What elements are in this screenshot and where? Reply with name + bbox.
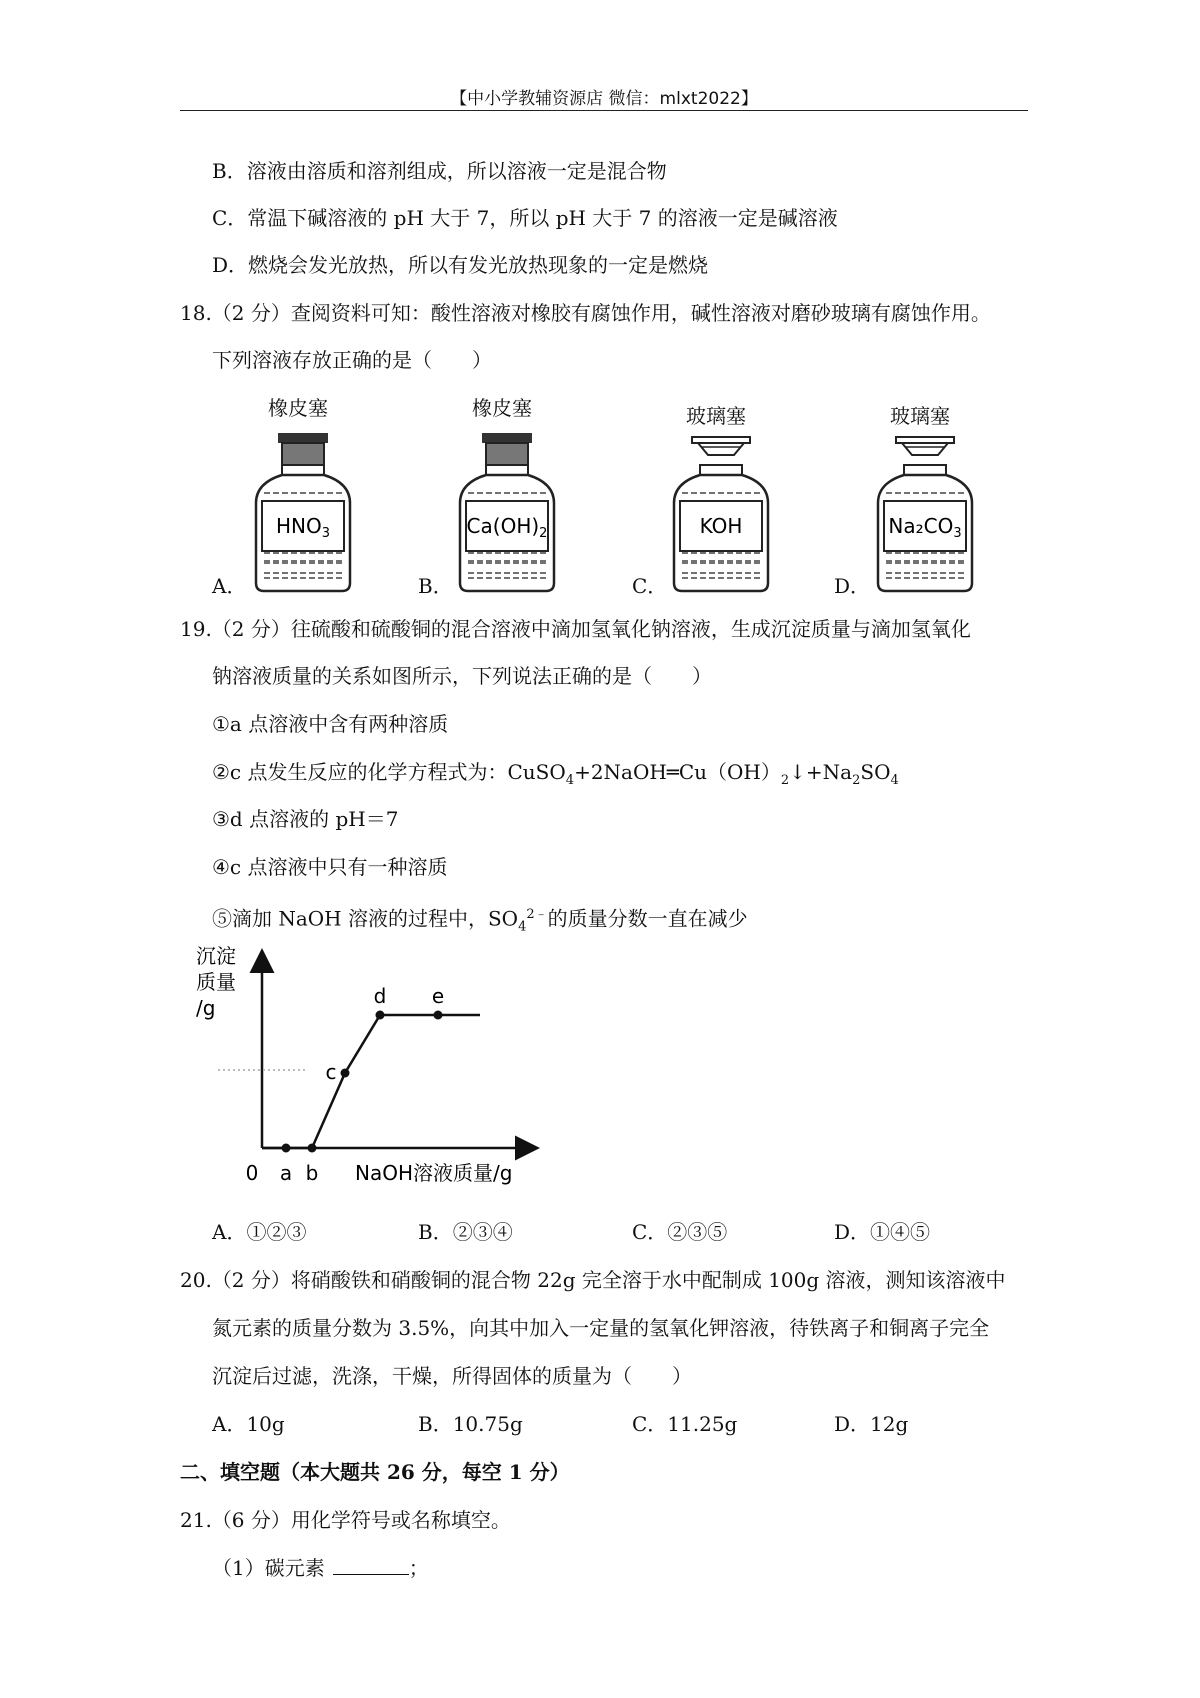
header-rule: [180, 110, 1028, 111]
stopper-type-label: 玻璃塞: [686, 404, 746, 428]
q17-option-c: C．常温下碱溶液的 pH 大于 7，所以 pH 大于 7 的溶液一定是碱溶液: [212, 206, 838, 230]
q20-option-a: A．10g: [212, 1412, 285, 1436]
bottle-neck: [700, 465, 742, 475]
chart-x-axis-label: NaOH溶液质量/g: [355, 1161, 513, 1185]
bottle-option-letter: A．: [212, 574, 247, 598]
glass-stopper-neck: [698, 443, 744, 455]
bottle-option-letter: C．: [632, 574, 668, 598]
q21-item-1: （1）碳元素 ；: [212, 1556, 429, 1580]
rubber-stopper-top: [482, 433, 532, 443]
chart-point-label-d: d: [373, 984, 387, 1008]
q19-statement-5: ⑤滴加 NaOH 溶液的过程中，$SO_4^{2﹣}$的质量分数一直在减少: [212, 906, 748, 935]
rubber-stopper-body: [282, 443, 324, 465]
q19-option-d: D．①④⑤: [834, 1220, 931, 1244]
reagent-bottle: [870, 425, 980, 595]
reagent-bottle: [248, 425, 358, 595]
q19-option-c: C．②③⑤: [632, 1220, 728, 1244]
stopper-type-label: 橡皮塞: [268, 396, 328, 420]
reagent-bottle: [666, 425, 776, 595]
q18-stem-line2: 下列溶液存放正确的是（ ）: [212, 348, 492, 372]
chart-point-label-e: e: [431, 984, 445, 1008]
chart-y-axis-label: [196, 944, 236, 1020]
bottle-option-letter: D．: [834, 574, 871, 598]
q19-stem-line1: 19.（2 分）往硫酸和硫酸铜的混合溶液中滴加氢氧化钠溶液，生成沉淀质量与滴加氢氧化: [180, 617, 971, 641]
bottle-neck: [486, 465, 528, 475]
q18-stem-line1: 18.（2 分）查阅资料可知：酸性溶液对橡胶有腐蚀作用，碱性溶液对磨砂玻璃有腐蚀作用。: [180, 301, 991, 325]
bottle-label-formula: $Na_2CO_3$: [888, 514, 962, 541]
q20-stem-line2: 氮元素的质量分数为 3.5%，向其中加入一定量的氢氧化钾溶液，待铁离子和铜离子完全: [212, 1316, 990, 1340]
chart-y-label-line: /g: [196, 996, 216, 1020]
chart-point-label-b: b: [305, 1161, 319, 1185]
q20-stem-line3: 沉淀后过滤，洗涤，干燥，所得固体的质量为（ ）: [212, 1364, 692, 1388]
chart-origin-label: 0: [245, 1161, 259, 1185]
q20-stem-line1: 20.（2 分）将硝酸铁和硝酸铜的混合物 22g 完全溶于水中配制成 100g 溶液，测知该溶液中: [180, 1268, 1006, 1292]
q20-option-c: C．11.25g: [632, 1412, 738, 1436]
page-header: 【中小学教辅资源店 微信：mlxt2022】: [450, 89, 758, 109]
chart-point-label-c: c: [325, 1060, 337, 1084]
chart-point-d: [376, 1011, 385, 1020]
q19-option-a: A．①②③: [212, 1220, 307, 1244]
chart-point-b: [308, 1144, 317, 1153]
q19-statement-1: ①a 点溶液中含有两种溶质: [212, 712, 449, 736]
q20-option-b: B．10.75g: [418, 1412, 523, 1436]
bottle-label-formula: $Ca(OH)_2$: [466, 514, 548, 541]
bottle-label-formula: $HNO_3$: [275, 514, 331, 541]
reagent-bottle: [452, 425, 562, 595]
q19-statement-2: ②c 点发生反应的化学方程式为：$CuSO_4+2NaOH═Cu(OH)_2↓+Na_2SO_4$: [212, 760, 899, 788]
bottle-option-letter: B．: [418, 574, 453, 598]
q19-statement-3: ③d 点溶液的 pH＝7: [212, 807, 399, 831]
chart-point-a: [282, 1144, 291, 1153]
chart-point-e: [434, 1011, 443, 1020]
q21-stem: 21.（6 分）用化学符号或名称填空。: [180, 1508, 511, 1532]
bottle-neck: [904, 465, 946, 475]
chart-series-line: [262, 1015, 480, 1148]
chart-y-label-line: 沉淀: [196, 944, 236, 968]
chart-point-label-a: a: [279, 1161, 293, 1185]
q19-statement-4: ④c 点溶液中只有一种溶质: [212, 855, 448, 879]
glass-stopper-neck: [902, 443, 948, 455]
q17-option-d: D．燃烧会发光放热，所以有发光放热现象的一定是燃烧: [212, 253, 709, 277]
bottle-label-formula: KOH: [699, 514, 743, 538]
q19-option-b: B．②③④: [418, 1220, 513, 1244]
q17-option-b: B．溶液由溶质和溶剂组成，所以溶液一定是混合物: [212, 159, 667, 183]
bottle-neck: [282, 465, 324, 475]
q19-precipitate-chart: [196, 944, 560, 1195]
glass-stopper-cap: [692, 437, 750, 443]
rubber-stopper-top: [278, 433, 328, 443]
stopper-type-label: 玻璃塞: [890, 404, 950, 428]
glass-stopper-cap: [896, 437, 954, 443]
q19-stem-line2: 钠溶液质量的关系如图所示，下列说法正确的是（ ）: [212, 664, 712, 688]
rubber-stopper-body: [486, 443, 528, 465]
section-2-title: 二、填空题（本大题共 26 分，每空 1 分）: [180, 1460, 570, 1484]
answer-blank[interactable]: [333, 1556, 409, 1575]
stopper-type-label: 橡皮塞: [472, 396, 532, 420]
chart-y-label-line: 质量: [196, 970, 236, 994]
q20-option-d: D．12g: [834, 1412, 909, 1436]
chart-point-c: [341, 1069, 350, 1078]
